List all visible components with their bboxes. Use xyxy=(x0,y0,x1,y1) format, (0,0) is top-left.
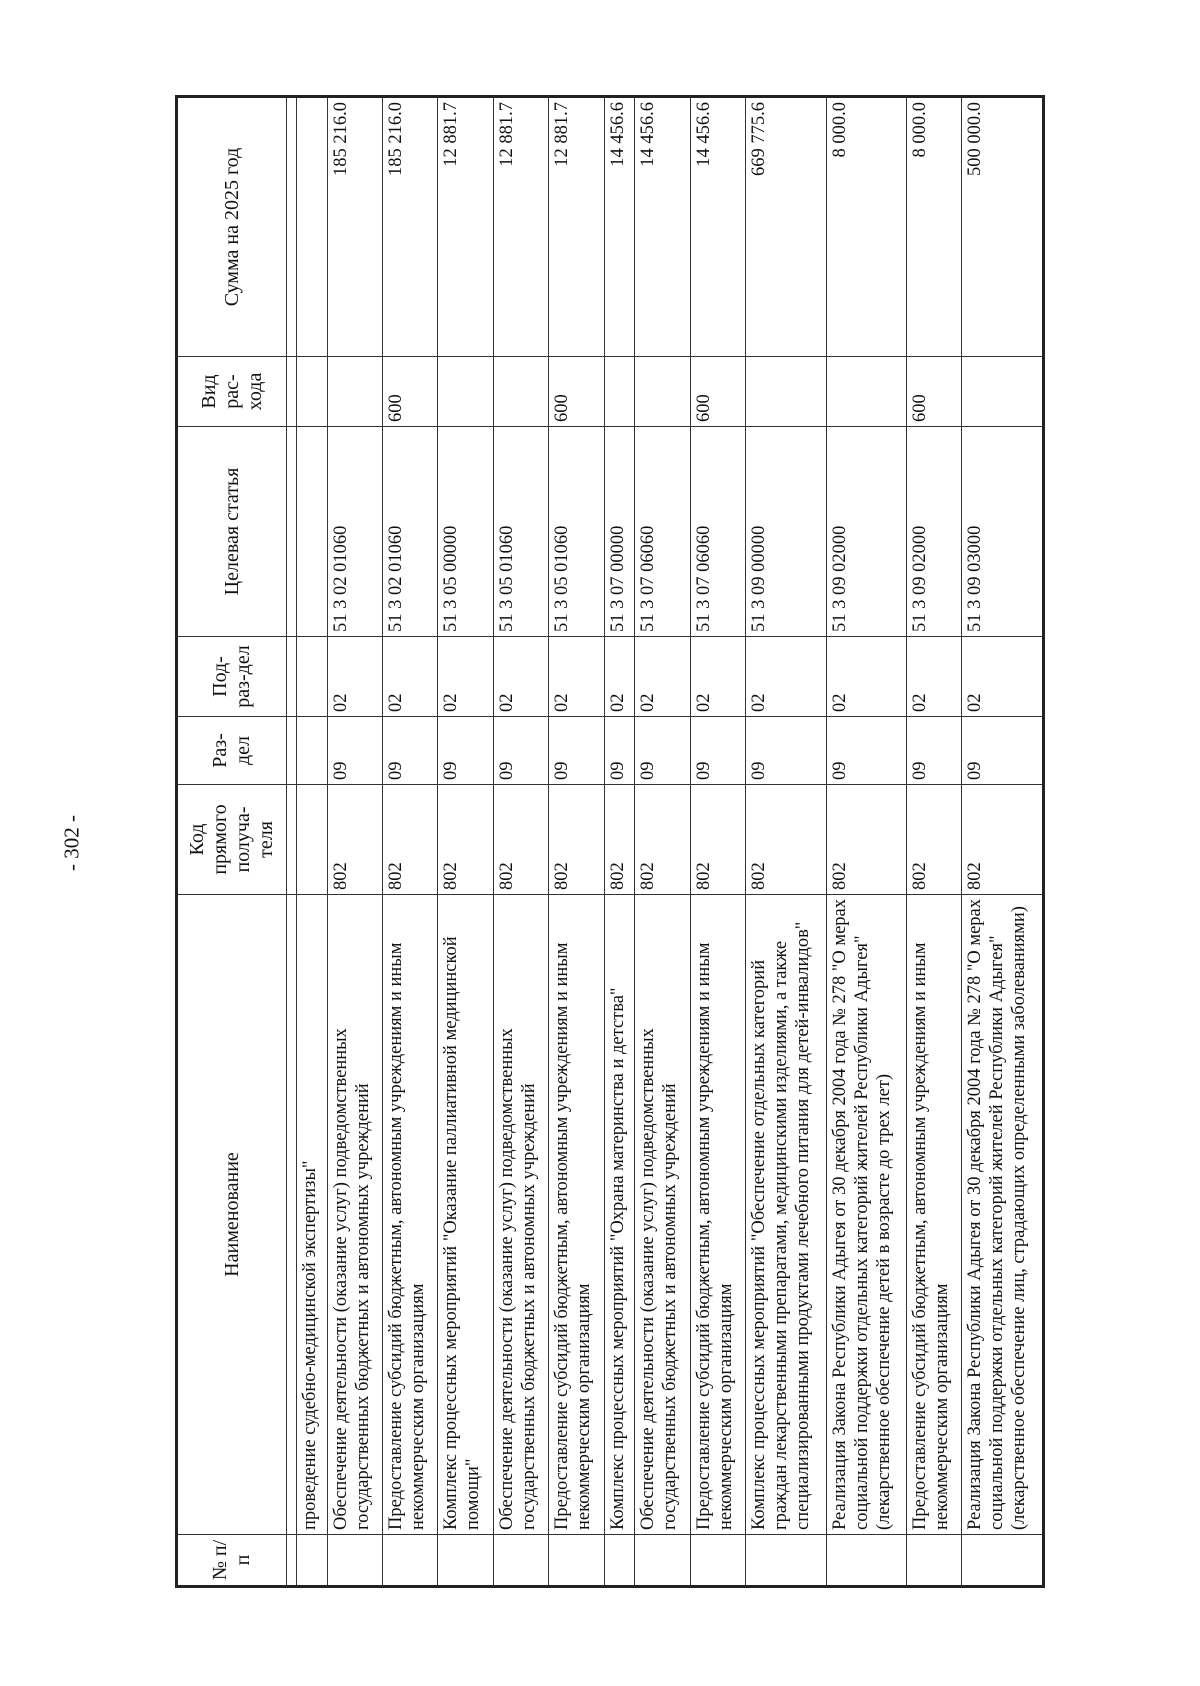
cell-grbs: 802 xyxy=(604,785,635,895)
cell-sum: 8 000.0 xyxy=(906,97,961,357)
table-row xyxy=(746,97,826,1587)
cell-grbs: 802 xyxy=(549,785,604,895)
cell-cs: 51 3 05 00000 xyxy=(438,427,493,637)
cell-rz: 09 xyxy=(493,717,548,785)
cell-sum: 185 216.0 xyxy=(327,97,382,357)
cell-rz: 09 xyxy=(962,717,1044,785)
cell-vr xyxy=(604,357,635,427)
header-spacer-row xyxy=(287,97,297,1587)
cell-rz: 09 xyxy=(549,717,604,785)
cell-rz: 09 xyxy=(383,717,438,785)
cell-num xyxy=(383,1535,438,1587)
table-row xyxy=(690,97,745,1587)
cell-prz: 02 xyxy=(690,637,745,717)
cell-vr: 600 xyxy=(549,357,604,427)
table-row xyxy=(327,97,382,1587)
cell-num xyxy=(604,1535,635,1587)
cell-name: Комплекс процессных мероприятий "Охрана материнства и детства" xyxy=(604,895,635,1535)
cell-cs: 51 3 09 03000 xyxy=(962,427,1044,637)
cell-sum: 14 456.6 xyxy=(604,97,635,357)
table-row xyxy=(635,97,690,1587)
cell-sum: 12 881.7 xyxy=(438,97,493,357)
cell-num xyxy=(493,1535,548,1587)
cell-rz: 09 xyxy=(438,717,493,785)
cell-cs: 51 3 02 01060 xyxy=(327,427,382,637)
cell-num xyxy=(635,1535,690,1587)
budget-table-sheet xyxy=(175,98,1045,1588)
cell-name: Реализация Закона Республики Адыгея от 30 декабря 2004 года № 278 "О мерах социальной поддержки отдельных категорий жителей Республики Адыгея" (лекарственное обеспечение детей в возрасте до трех лет) xyxy=(826,895,906,1535)
cell-grbs xyxy=(297,785,328,895)
cell-rz: 09 xyxy=(906,717,961,785)
cell-grbs: 802 xyxy=(746,785,826,895)
cell-rz: 09 xyxy=(635,717,690,785)
cell-vr xyxy=(746,357,826,427)
cell-prz: 02 xyxy=(438,637,493,717)
table-row xyxy=(826,97,906,1587)
cell-cs: 51 3 07 00000 xyxy=(604,427,635,637)
cell-vr xyxy=(438,357,493,427)
cell-grbs: 802 xyxy=(690,785,745,895)
cell-sum: 500 000.0 xyxy=(962,97,1044,357)
cell-prz: 02 xyxy=(962,637,1044,717)
header-sum: Сумма на 2025 год xyxy=(177,97,287,357)
header-cs: Целевая статья xyxy=(177,427,287,637)
cell-grbs: 802 xyxy=(826,785,906,895)
table-row xyxy=(549,97,604,1587)
cell-prz: 02 xyxy=(635,637,690,717)
cell-num xyxy=(690,1535,745,1587)
cell-sum: 12 881.7 xyxy=(549,97,604,357)
cell-vr xyxy=(826,357,906,427)
cell-vr xyxy=(493,357,548,427)
cell-grbs: 802 xyxy=(635,785,690,895)
table-row xyxy=(604,97,635,1587)
cell-prz: 02 xyxy=(549,637,604,717)
cell-num xyxy=(906,1535,961,1587)
cell-grbs: 802 xyxy=(906,785,961,895)
cell-cs: 51 3 09 02000 xyxy=(826,427,906,637)
table-header-row xyxy=(177,97,287,1587)
cell-prz: 02 xyxy=(826,637,906,717)
cell-sum: 12 881.7 xyxy=(493,97,548,357)
cell-prz: 02 xyxy=(327,637,382,717)
header-num: № п/п xyxy=(177,1535,287,1587)
cell-rz: 09 xyxy=(690,717,745,785)
cell-grbs: 802 xyxy=(327,785,382,895)
cell-name: проведение судебно-медицинской экспертизы" xyxy=(297,895,328,1535)
cell-name: Предоставление субсидий бюджетным, автономным учреждениям и иным некоммерческим организациям xyxy=(549,895,604,1535)
cell-name: Предоставление субсидий бюджетным, автономным учреждениям и иным некоммерческим организациям xyxy=(690,895,745,1535)
cell-num xyxy=(327,1535,382,1587)
cell-sum: 14 456.6 xyxy=(690,97,745,357)
cell-name: Реализация Закона Республики Адыгея от 30 декабря 2004 года № 278 "О мерах социальной поддержки отдельных категорий жителей Республики Адыгея" (лекарственное обеспечение лиц, страдающих определенными заболеваниями) xyxy=(962,895,1044,1535)
cell-rz xyxy=(297,717,328,785)
cell-vr xyxy=(962,357,1044,427)
table-row xyxy=(383,97,438,1587)
cell-cs: 51 3 07 06060 xyxy=(635,427,690,637)
cell-vr xyxy=(327,357,382,427)
cell-rz: 09 xyxy=(826,717,906,785)
cell-name: Предоставление субсидий бюджетным, автономным учреждениям и иным некоммерческим организациям xyxy=(906,895,961,1535)
cell-prz xyxy=(297,637,328,717)
cell-cs xyxy=(297,427,328,637)
header-vr: Вид рас-хода xyxy=(177,357,287,427)
cell-grbs: 802 xyxy=(438,785,493,895)
cell-vr: 600 xyxy=(690,357,745,427)
cell-cs: 51 3 09 02000 xyxy=(906,427,961,637)
cell-name: Комплекс процессных мероприятий "Оказание паллиативной медицинской помощи" xyxy=(438,895,493,1535)
cell-num xyxy=(746,1535,826,1587)
cell-sum: 669 775.6 xyxy=(746,97,826,357)
cell-name: Предоставление субсидий бюджетным, автономным учреждениям и иным некоммерческим организациям xyxy=(383,895,438,1535)
table-row xyxy=(493,97,548,1587)
header-rz: Раз-дел xyxy=(177,717,287,785)
cell-grbs: 802 xyxy=(493,785,548,895)
table-row xyxy=(438,97,493,1587)
header-grbs: Код прямого получа-теля xyxy=(177,785,287,895)
cell-vr: 600 xyxy=(906,357,961,427)
cell-num xyxy=(297,1535,328,1587)
cell-sum: 185 216.0 xyxy=(383,97,438,357)
cell-name: Обеспечение деятельности (оказание услуг) подведомственных государственных бюджетных и автономных учреждений xyxy=(635,895,690,1535)
table-row xyxy=(962,97,1044,1587)
cell-cs: 51 3 02 01060 xyxy=(383,427,438,637)
cell-rz: 09 xyxy=(604,717,635,785)
cell-grbs: 802 xyxy=(962,785,1044,895)
cell-cs: 51 3 05 01060 xyxy=(549,427,604,637)
cell-num xyxy=(549,1535,604,1587)
cell-prz: 02 xyxy=(383,637,438,717)
cell-num xyxy=(438,1535,493,1587)
cell-name: Обеспечение деятельности (оказание услуг) подведомственных государственных бюджетных и автономных учреждений xyxy=(327,895,382,1535)
cell-sum: 8 000.0 xyxy=(826,97,906,357)
cell-rz: 09 xyxy=(327,717,382,785)
cell-vr xyxy=(635,357,690,427)
cell-cs: 51 3 05 01060 xyxy=(493,427,548,637)
cell-name: Обеспечение деятельности (оказание услуг) подведомственных государственных бюджетных и автономных учреждений xyxy=(493,895,548,1535)
cell-prz: 02 xyxy=(906,637,961,717)
page-number: - 302 - xyxy=(59,815,84,871)
cell-cs: 51 3 07 06060 xyxy=(690,427,745,637)
cell-prz: 02 xyxy=(746,637,826,717)
budget-table xyxy=(175,95,1045,1588)
table-row xyxy=(906,97,961,1587)
cell-name: Комплекс процессных мероприятий "Обеспечение отдельных категорий граждан лекарственными препаратами, медицинскими изделиями, а также специализированными продуктами лечебного питания для детей-инвалидов" xyxy=(746,895,826,1535)
cell-sum: 14 456.6 xyxy=(635,97,690,357)
cell-vr xyxy=(297,357,328,427)
header-name: Наименование xyxy=(177,895,287,1535)
cell-grbs: 802 xyxy=(383,785,438,895)
cell-sum xyxy=(297,97,328,357)
cell-rz: 09 xyxy=(746,717,826,785)
cell-prz: 02 xyxy=(493,637,548,717)
cell-cs: 51 3 09 00000 xyxy=(746,427,826,637)
table-body xyxy=(297,97,1044,1587)
cell-prz: 02 xyxy=(604,637,635,717)
table-row xyxy=(297,97,328,1587)
cell-num xyxy=(826,1535,906,1587)
cell-num xyxy=(962,1535,1044,1587)
cell-vr: 600 xyxy=(383,357,438,427)
header-prz: Под-раз-дел xyxy=(177,637,287,717)
